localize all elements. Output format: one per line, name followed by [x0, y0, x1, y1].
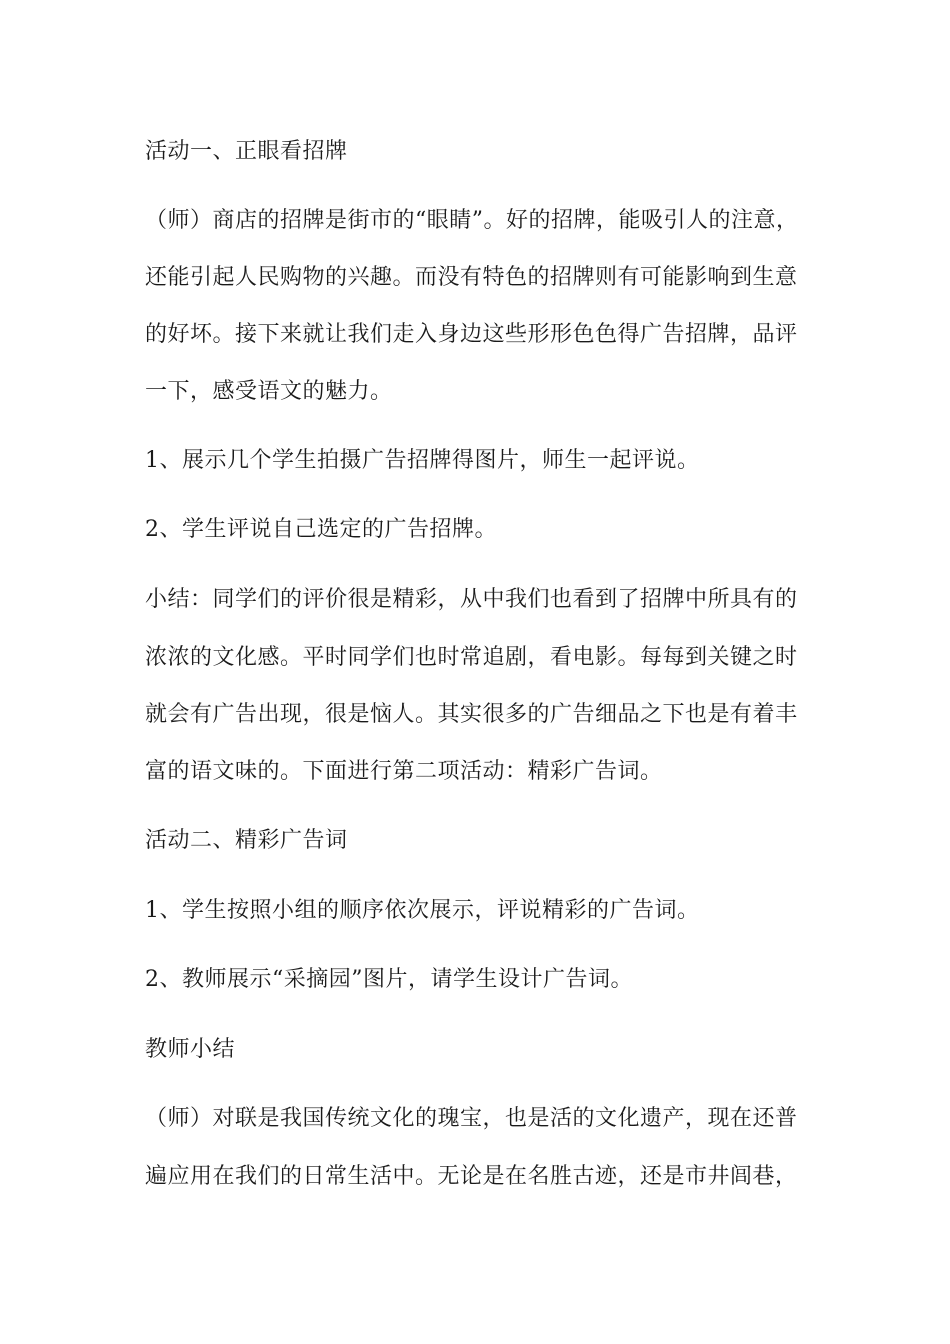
paragraph-line: 富的语文味的。下面进行第二项活动：精彩广告词。: [145, 759, 663, 784]
paragraph-line: 就会有广告出现，很是恼人。其实很多的广告细品之下也是有着丰: [145, 702, 798, 727]
list-item: 2、教师展示“采摘园”图片，请学生设计广告词。: [145, 967, 633, 992]
list-item: 1、学生按照小组的顺序依次展示，评说精彩的广告词。: [145, 898, 700, 923]
heading-activity-two: 活动二、精彩广告词: [145, 828, 348, 853]
paragraph-line: 一下，感受语文的魅力。: [145, 379, 393, 404]
paragraph-line: （师）对联是我国传统文化的瑰宝，也是活的文化遗产，现在还普: [145, 1106, 798, 1131]
paragraph-line: 还能引起人民购物的兴趣。而没有特色的招牌则有可能影响到生意: [145, 265, 798, 290]
paragraph-line: 遍应用在我们的日常生活中。无论是在名胜古迹，还是市井闾巷，: [145, 1164, 798, 1189]
paragraph-line: 小结：同学们的评价很是精彩，从中我们也看到了招牌中所具有的: [145, 587, 798, 612]
paragraph-line: 的好坏。接下来就让我们走入身边这些形形色色得广告招牌，品评: [145, 322, 798, 347]
heading-activity-one: 活动一、正眼看招牌: [145, 139, 348, 164]
list-item: 2、学生评说自己选定的广告招牌。: [145, 517, 497, 542]
heading-teacher-summary: 教师小结: [145, 1037, 236, 1062]
paragraph-line: （师）商店的招牌是街市的“眼睛”。好的招牌，能吸引人的注意，: [145, 208, 799, 233]
list-item: 1、展示几个学生拍摄广告招牌得图片，师生一起评说。: [145, 448, 700, 473]
paragraph-line: 浓浓的文化感。平时同学们也时常追剧，看电影。每每到关键之时: [145, 645, 798, 670]
